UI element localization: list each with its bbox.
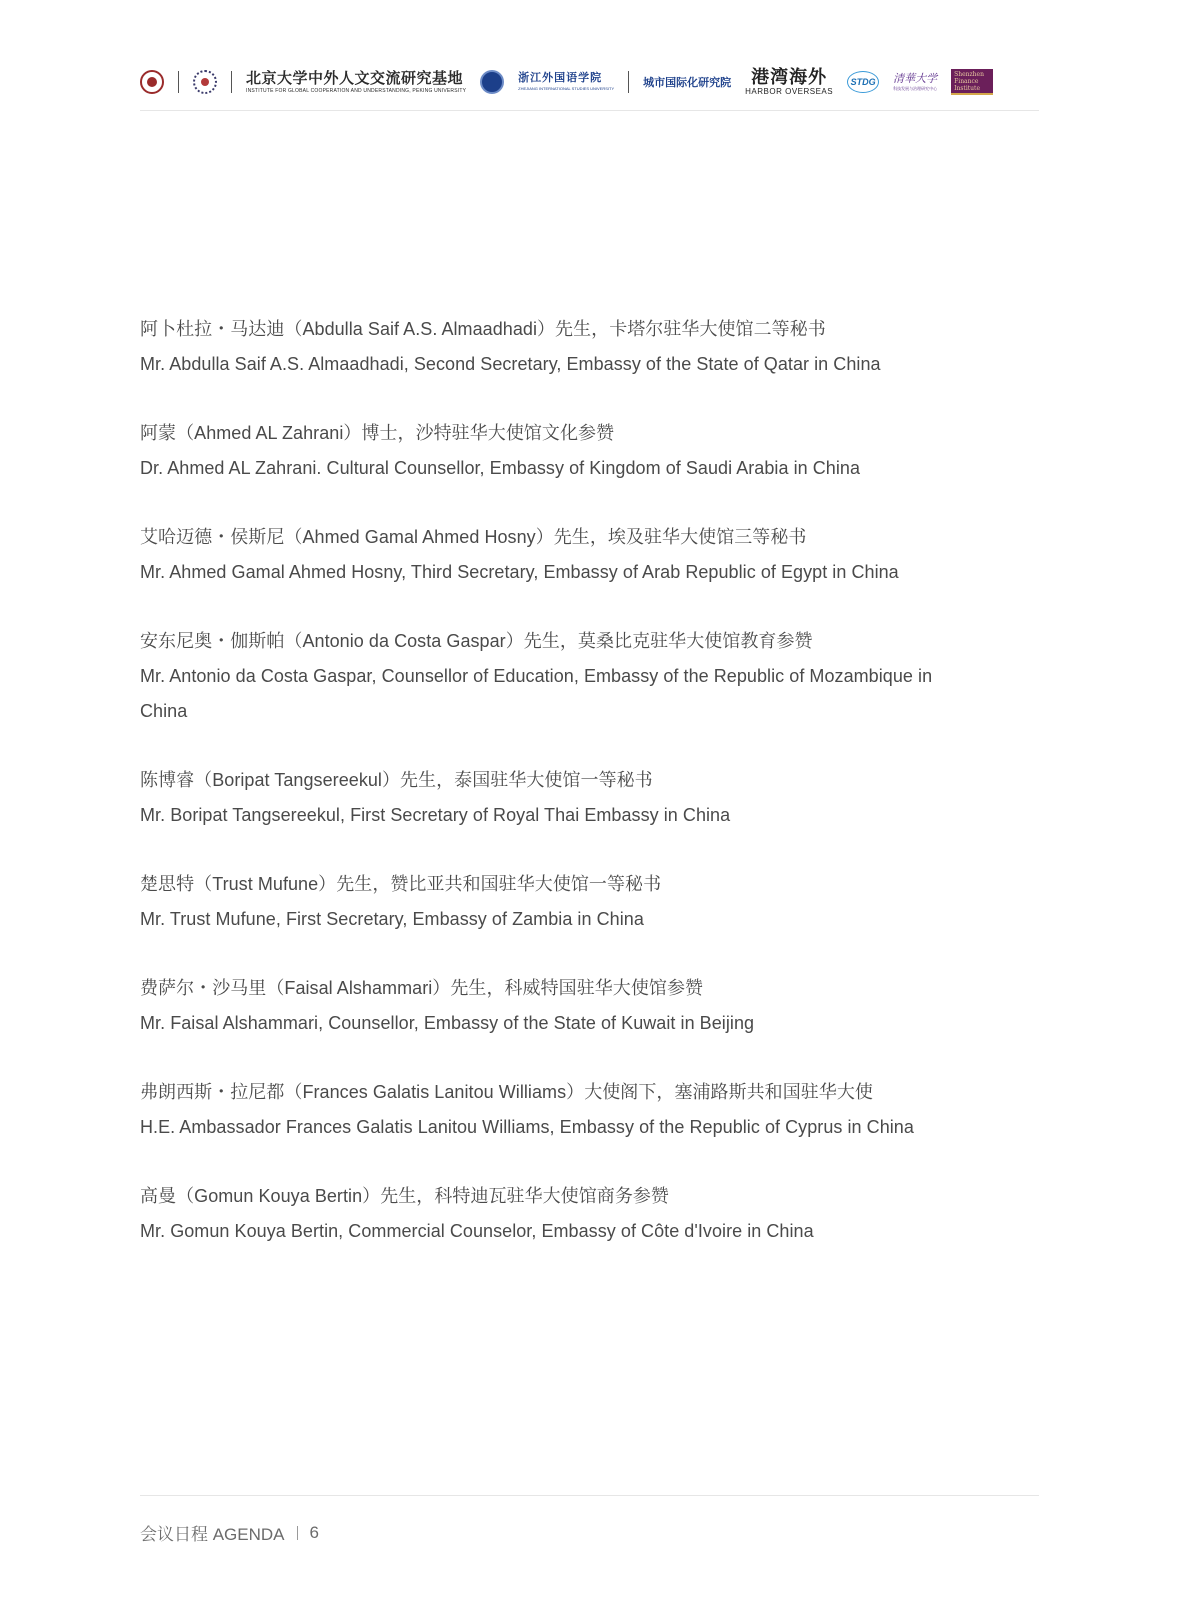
page-number: 6 [309,1522,319,1542]
attendee-name-cn: 安东尼奥・伽斯帕（Antonio da Costa Gaspar）先生，莫桑比克驻华大使馆教育参赞 [140,631,813,651]
attendee-name-cn: 阿卜杜拉・马达迪（Abdulla Saif A.S. Almaadhadi）先生，卡塔尔驻华大使馆二等秘书 [140,319,826,339]
attendee-name-en: Mr. Gomun Kouya Bertin, Commercial Counselor, Embassy of Côte d'Ivoire in China [140,1221,814,1241]
header-logo-bar [140,62,1040,102]
attendee-list [140,312,980,1283]
attendee-name-en: Mr. Antonio da Costa Gaspar, Counsellor of Education, Embassy of the Republic of Mozambique in China [140,666,933,721]
attendee-name-en: Mr. Faisal Alshammari, Counsellor, Embassy of the State of Kuwait in Beijing [140,1013,755,1033]
attendee-name-en: Mr. Ahmed Gamal Ahmed Hosny, Third Secretary, Embassy of Arab Republic of Egypt in China [140,562,899,582]
uii-name-cn: 城市国际化研究院 [643,77,732,89]
igcu-emblem-logo [193,70,217,94]
footer-separator [297,1526,298,1540]
attendee-name-cn: 费萨尔・沙马里（Faisal Alshammari）先生，科威特国驻华大使馆参赞 [140,978,704,998]
zisu-seal-logo [480,70,504,94]
zisu-name-en: ZHEJIANG INTERNATIONAL STUDIES UNIVERSITY [518,86,615,91]
pku-name-en: INSTITUTE FOR GLOBAL COOPERATION AND UNDERSTANDING, PEKING UNIVERSITY [246,87,467,94]
attendee-entry [140,1179,980,1249]
attendee-entry [140,416,980,486]
footer-divider [140,1495,1039,1496]
attendee-entry [140,312,980,382]
attendee-name-cn: 陈博睿（Boripat Tangsereekul）先生，泰国驻华大使馆一等秘书 [140,770,653,790]
attendee-entry [140,867,980,937]
harbor-overseas-logo [745,68,833,96]
pku-name-cn: 北京大学中外人文交流研究基地 [246,69,464,87]
harbor-name-cn: 港湾海外 [751,67,828,87]
tsinghua-name-cn: 清華大学 [893,72,938,85]
zisu-name-cn: 浙江外国语学院 [518,72,603,84]
attendee-entry [140,1075,980,1145]
stdg-logo: STDG [847,71,879,93]
attendee-name-en: Dr. Ahmed AL Zahrani. Cultural Counsellor, Embassy of Kingdom of Saudi Arabia in China [140,458,861,478]
pku-seal-logo [140,70,164,94]
attendee-name-cn: 阿蒙（Ahmed AL Zahrani）博士，沙特驻华大使馆文化参赞 [140,423,615,443]
attendee-name-cn: 艾哈迈德・侯斯尼（Ahmed Gamal Ahmed Hosny）先生，埃及驻华大使馆三等秘书 [140,527,807,547]
pku-institute-logo [246,71,466,94]
page-footer [140,1520,319,1545]
attendee-entry [140,520,980,590]
attendee-name-cn: 高曼（Gomun Kouya Bertin）先生，科特迪瓦驻华大使馆商务参赞 [140,1186,669,1206]
zisu-logo [518,73,614,91]
attendee-name-en: Mr. Boripat Tangsereekul, First Secretary of Royal Thai Embassy in China [140,805,731,825]
harbor-name-en: HARBOR OVERSEAS [745,87,834,96]
header-divider [140,110,1039,111]
logo-divider [178,71,179,93]
tsinghua-logo [893,73,937,91]
sfi-logo: Shenzhen Finance Institute [951,69,993,95]
attendee-name-cn: 楚思特（Trust Mufune）先生，赞比亚共和国驻华大使馆一等秘书 [140,874,662,894]
footer-section-label: 会议日程 AGENDA [140,1525,285,1544]
attendee-entry [140,624,980,729]
logo-divider [628,71,629,93]
tsinghua-name-en: 科技发展与治理研究中心 [893,86,938,91]
attendee-name-en: Mr. Trust Mufune, First Secretary, Embassy of Zambia in China [140,909,644,929]
attendee-name-en: Mr. Abdulla Saif A.S. Almaadhadi, Second Secretary, Embassy of the State of Qatar in China [140,354,881,374]
attendee-entry [140,971,980,1041]
attendee-name-cn: 弗朗西斯・拉尼都（Frances Galatis Lanitou Williams）大使阁下，塞浦路斯共和国驻华大使 [140,1082,873,1102]
attendee-entry [140,763,980,833]
logo-divider [231,71,232,93]
attendee-name-en: H.E. Ambassador Frances Galatis Lanitou Williams, Embassy of the Republic of Cyprus in China [140,1117,914,1137]
